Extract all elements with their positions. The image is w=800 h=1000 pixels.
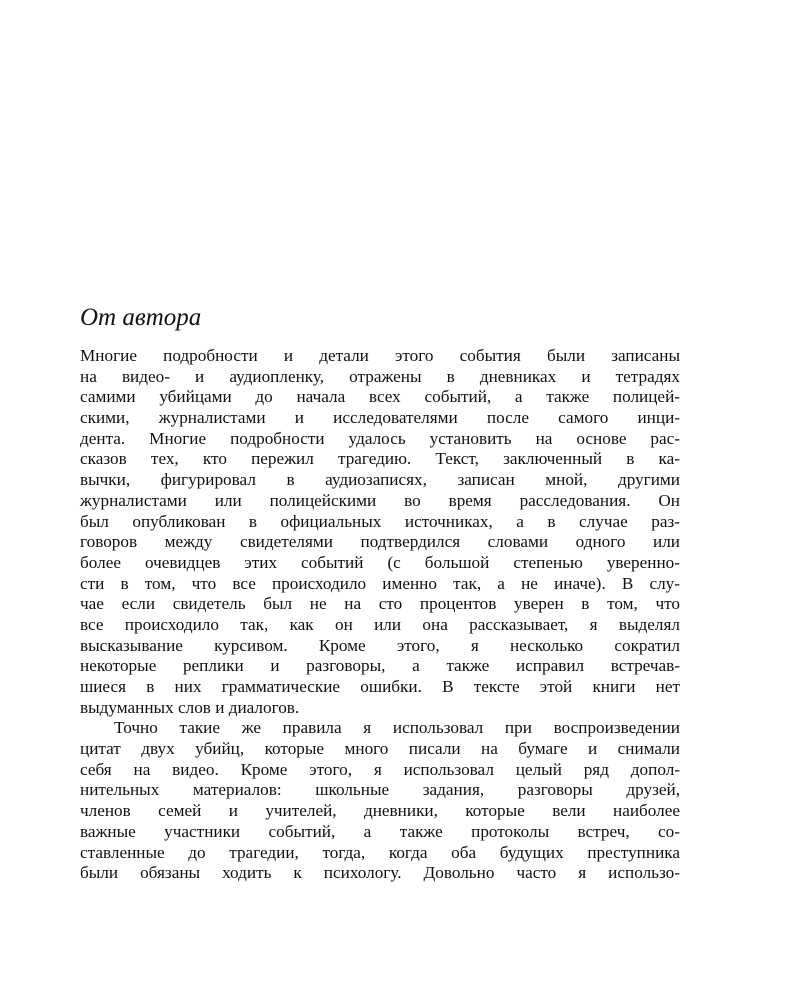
text-line: высказывание курсивом. Кроме этого, я несколько сократил [80,635,680,655]
text-line: скими, журналистами и исследователями после самого инци- [80,408,680,428]
text-line: Многие подробности и детали этого события были записаны [80,346,680,365]
text-line: нительных материалов: школьные задания, разговоры друзей, [80,780,680,800]
text-line: шиеся в них грамматические ошибки. В тексте этой книги нет [80,677,680,696]
text-line: журналистами или полицейскими во время расследования. Он [80,490,680,510]
section-heading: От автора [80,304,202,331]
text-line: говоров между свидетелями подтвердился словами одного или [80,532,680,552]
text-line: членов семей и учителей, дневники, которые вели наиболее [80,801,680,821]
text-line: цитат двух убийц, которые много писали на бумаге и снимали [80,739,680,759]
text-line: некоторые реплики и разговоры, а также исправил встречав- [80,656,680,676]
text-line: ставленные до трагедии, тогда, когда оба будущих преступника [80,842,680,862]
text-line: сти в том, что все происходило именно так, а не иначе). В слу- [80,573,680,593]
text-line: выдуманных слов и диалогов. [80,697,300,717]
text-line: был опубликован в официальных источниках, а в случае раз- [80,511,680,531]
text-line: сказов тех, кто пережил трагедию. Текст, заключенный в ка- [80,449,680,469]
text-line: на видео- и аудиопленку, отражены в дневниках и тетрадях [80,366,680,386]
text-line: дента. Многие подробности удалось установить на основе рас- [80,428,680,448]
text-line: важные участники событий, а также протоколы встреч, со- [80,821,680,841]
text-line: Точно такие же правила я использовал при воспроизведении [114,718,680,738]
text-line: вычки, фигурировал в аудиозаписях, записан мной, другими [80,470,680,490]
text-line: все происходило так, как он или она рассказывает, я выделял [80,614,680,634]
text-line: чае если свидетель был не на сто процентов уверен в том, что [80,594,680,614]
text-line: более очевидцев этих событий (с большой степенью уверенно- [80,552,680,572]
text-line: самими убийцами до начала всех событий, а также полицей- [80,387,680,407]
body-text [80,346,680,884]
text-line: были обязаны ходить к психологу. Довольно часто я использо- [80,863,680,883]
text-line: себя на видео. Кроме этого, я использовал целый ряд допол- [80,759,680,779]
